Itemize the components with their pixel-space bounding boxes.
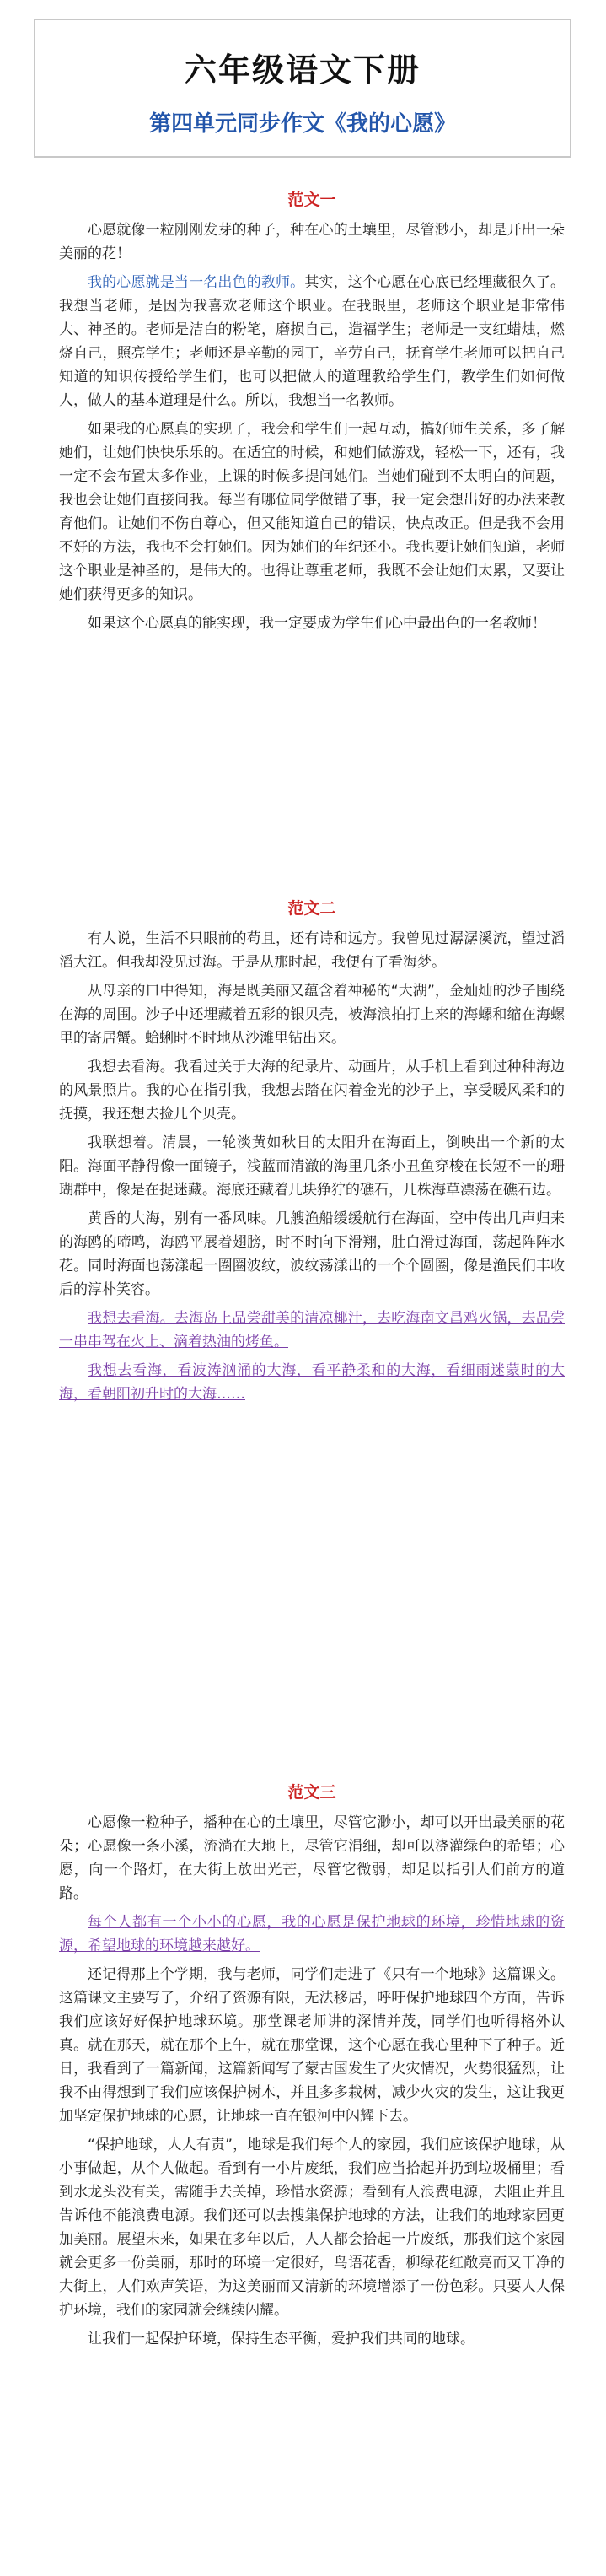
- page-title: 六年级语文下册: [184, 51, 421, 89]
- paragraph: 我的心愿就是当一名出色的教师。其实，这个心愿在心底已经埋藏很久了。我想当老师，是因为我喜欢老师这个职业。在我眼里，老师这个职业是非常伟大、神圣的。老师是洁白的粉笔，磨损自己，造福学生；老师是一支红蜡烛，燃烧自己，照亮学生；老师还是辛勤的园丁，辛劳自己，抚育学生老师可以把自己知道的知识传授给学生们，也可以把做人的道理教给学生们，教学生们如何做人，做人的基本道理是什么。所以，我想当一名教师。: [59, 274, 565, 409]
- paragraph: 心愿就像一粒刚刚发芽的种子，种在心的土壤里，尽管渺小，却是开出一朵美丽的花！: [59, 222, 565, 262]
- paragraph: [59, 1307, 565, 1354]
- page-subtitle: 第四单元同步作文《我的心愿》: [148, 111, 456, 137]
- essay-2: [59, 896, 565, 1411]
- essay-3: [59, 1780, 565, 2356]
- paragraph: 黄昏的大海，别有一番风味。几艘渔船缓缓航行在海面，空中传出几声归来的海鸥的啼鸣，海鸥平展着翅膀，时不时向下滑翔，肚白滑过海面，荡起阵阵水花。同时海面也荡漾起一圈圈波纹，波纹荡漾出的一个个圆圈，像是渔民们丰收后的淳朴笑容。: [59, 1210, 565, 1298]
- paragraph: 让我们一起保护环境，保持生态平衡，爱护我们共同的地球。: [88, 2331, 475, 2347]
- paragraph: 心愿像一粒种子，播种在心的土壤里，尽管它渺小，却可以开出最美丽的花朵；心愿像一条小溪，流淌在大地上，尽管它涓细，却可以浇灌绿色的希望；心愿，向一个路灯，在大街上放出光芒，尽管它微弱，却足以指引人们前方的道路。: [59, 1814, 565, 1902]
- essay-3-title: 范文三: [287, 1783, 336, 1802]
- paragraph: 还记得那上个学期，我与老师，同学们走进了《只有一个地球》这篇课文。这篇课文主要写了，介绍了资源有限，无法移居，呼吁保护地球四个方面，告诉我们应该好好保护地球环境。那堂课老师讲的深情并茂，同学们也听得格外认真。就在那天，就在那个上午，就在那堂课，这个心愿在我心里种下了种子。近日，我看到了一篇新闻，这篇新闻写了蒙古国发生了火灾情况，火势很猛烈，让我不由得想到了我们应该保护树木，并且多多栽树，减少火灾的发生，这让我更加坚定保护地球的心愿，让地球一直在银河中闪耀下去。: [59, 1966, 565, 2125]
- paragraph: 如果我的心愿真的实现了，我会和学生们一起互动，搞好师生关系，多了解她们，让她们快快乐乐的。在适宜的时候，和她们做游戏，轻松一下，还有，我一定不会布置太多作业，上课的时候多提问她们。当她们碰到不太明白的问题，我也会让她们直接问我。每当有哪位同学做错了事，我一定会想出好的办法来教育他们。让她们不伤自尊心，但又能知道自己的错误，快点改正。但是我不会用不好的方法，我也不会打她们。因为她们的年纪还小。我也要让她们知道，老师这个职业是神圣的，是伟大的。也得让尊重老师，我既不会让她们太累，又要让她们获得更多的知识。: [59, 421, 565, 603]
- highlight-sentence: 每个人都有一个小小的心愿，我的心愿是保护地球的环境，珍惜地球的资源，希望地球的环境越来越好。: [59, 1914, 565, 1954]
- highlight-sentence: 我的心愿就是当一名出色的教师。: [88, 274, 305, 291]
- essay-1-title: 范文一: [287, 191, 336, 209]
- title-box: [34, 19, 571, 158]
- paragraph: 我联想着。清晨，一轮淡黄如秋日的太阳升在海面上，倒映出一个新的太阳。海面平静得像一面镜子，浅蓝而清澈的海里几条小丑鱼穿梭在长短不一的珊瑚群中，像是在捉迷藏。海底还藏着几块狰狞的礁石，几株海草漂荡在礁石边。: [59, 1134, 565, 1199]
- paragraph: 我想去看海。我看过关于大海的纪录片、动画片，从手机上看到过种种海边的风景照片。我的心在指引我，我想去踏在闪着金光的沙子上，享受暖风柔和的抚摸，我还想去捡几个贝壳。: [59, 1059, 565, 1123]
- paragraph: 如果这个心愿真的能实现，我一定要成为学生们心中最出色的一名教师！: [88, 615, 546, 632]
- paragraph: 有人说，生活不只眼前的苟且，还有诗和远方。我曾见过潺潺溪流，望过滔滔大江。但我却没见过海。于是从那时起，我便有了看海梦。: [59, 930, 565, 971]
- paragraph: “保护地球，人人有责”，地球是我们每个人的家园，我们应该保护地球，从小事做起，从个人做起。看到有一小片废纸，我们应当拾起并扔到垃圾桶里；看到水龙头没有关，需随手去关掉，珍惜水资源；看到有人浪费电源，去阻止并且告诉他不能浪费电源。我们还可以去搜集保护地球的方法，让我们的地球家园更加美丽。展望未来，如果在多年以后，人人都会拾起一片废纸，那我们这个家园就会更多一份美丽，那时的环境一定很好，鸟语花香，柳绿花红敞亮而又干净的大街上，人们欢声笑语，为这美丽而又清新的环境增添了一份色彩。只要人人保护环境，我们的家园就会继续闪耀。: [59, 2137, 565, 2319]
- essay-2-title: 范文二: [287, 899, 336, 918]
- essay-1: [59, 187, 565, 640]
- paragraph: 从母亲的口中得知，海是既美丽又蕴含着神秘的“大湖”，金灿灿的沙子围绕在海的周围。沙子中还埋藏着五彩的银贝壳，被海浪拍打上来的海螺和缩在海螺里的寄居蟹。蛤蜊时不时地从沙滩里钻出来。: [59, 983, 565, 1047]
- highlight-sentence: 我想去看海。去海岛上品尝甜美的清凉椰汁，去吃海南文昌鸡火锅，去品尝一串串驾在火上、滴着热油的烤鱼。: [59, 1310, 565, 1350]
- paragraph: [59, 1359, 565, 1406]
- highlight-sentence: 我想去看海，看波涛汹涌的大海，看平静柔和的大海，看细雨迷蒙时的大海，看朝阳初升时的大海……: [59, 1362, 565, 1403]
- paragraph: [59, 1910, 565, 1958]
